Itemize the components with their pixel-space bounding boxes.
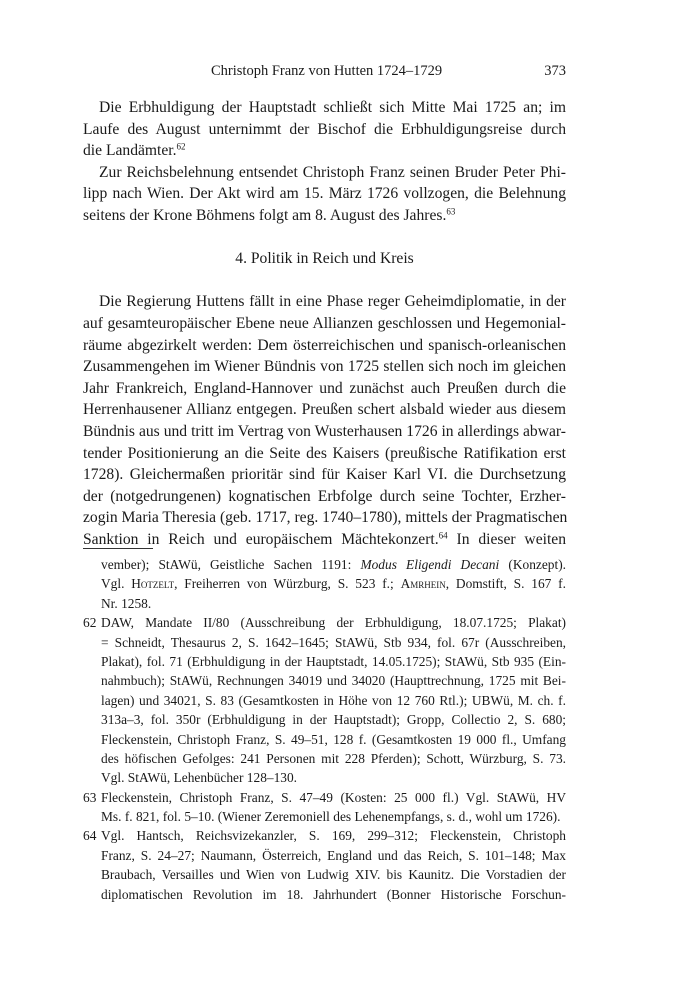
footnote-ref: 63 [446,206,456,217]
footnote-line [83,574,566,593]
text-line: Bündnis aus und tritt im Vertrag von Wusterhausen 1726 in allerdings abwar- [83,422,566,440]
footnote-line: Braubach, Versailles und Wien von Ludwig XIV. bis Kaunitz. Die Vorstadien der [101,867,566,883]
footnote-number: 62 [83,615,97,631]
text-line: Zusammengehen im Wiener Bündnis von 1725 stellen sich noch im gleichen [83,358,566,376]
text-fragment: (Konzept). [499,557,567,572]
running-title: Christoph Franz von Hutten 1724–1729 [211,63,443,79]
text-line: Die Regierung Huttens fällt in eine Phase reger Geheimdiplomatie, in der [99,293,566,311]
text-fragment: seitens der Krone Böhmens folgt am 8. August des Jahres. [83,206,447,224]
footnote-line: 313a–3, fol. 350r (Erbhuldigung in der Hauptstadt); Gropp, Collectio 2, S. 680; [101,712,566,728]
footnote-line: diplomatischen Revolution im 18. Jahrhundert (Bonner Historische Forschun- [101,886,566,902]
text-fragment: die Landämter. [83,142,177,160]
page-number: 373 [544,63,566,79]
text-fragment: , Domstift, S. 167 f. [445,576,566,592]
footnote-line [83,555,566,574]
footnotes [83,555,566,904]
text-line: 1728). Gleichermaßen prioritär sind für Kaiser Karl VI. die Durchsetzung [83,466,566,484]
footnote-line: des höfischen Gefolges: 241 Personen mit 228 Pferden); Schott, Würzburg, S. 73. [101,750,566,766]
footnote-line: Nr. 1258. [101,595,152,611]
footnote-line [83,826,566,845]
text-line: räume abgezirkelt werden: Dem österreichischen und spanisch-orleanischen [83,336,566,354]
text-fragment: Sanktion in Reich und europäischem Mächtekonzert. [83,530,439,548]
footnote-line: Vgl. StAWü, Lehenbücher 128–130. [101,770,298,786]
text-line: Herrenhausener Allianz entgegen. Preußen schert alsbald wieder aus diesem [83,401,566,419]
text-line: auf gesamteuropäischer Ebene neue Allianzen geschlossen und Hegemonial- [83,314,566,332]
text-line: der (notgedrungenen) kognatischen Erbfolge durch seine Tochter, Erzher- [83,487,566,505]
text-fragment: vember); StAWü, Geistliche Sachen 1191: [101,557,361,572]
text-fragment: Vgl. [101,576,132,592]
text-fragment: Vgl. Hantsch, Reichsvizekanzler, S. 169, 299–312; Fleckenstein, Christoph [101,828,566,844]
footnote-line: Franz, S. 24–27; Naumann, Österreich, England und das Reich, S. 101–148; Max [101,847,566,863]
footnote-number: 63 [83,789,97,805]
text-line [83,529,566,551]
running-header [83,63,566,81]
footnote-rule [83,548,153,549]
footnote-line [83,788,566,807]
footnote-line [83,613,566,632]
footnote-line: nahmbuch); StAWü, Rechnungen 34019 und 34020 (Haupttrechnung, 1725 mit Bei- [101,673,566,689]
footnote-line: = Schneidt, Thesaurus 2, S. 1642–1645; StAWü, Stb 934, fol. 67r (Ausschreiben, [101,634,566,650]
text-line: lipp nach Wien. Der Akt wird am 15. März 1726 vollzogen, die Belehnung [83,185,566,203]
italic-title: Modus Eligendi Decani [360,557,500,572]
author-name: Amrhein [400,576,446,592]
text-line: tender Positionierung an die Seite des Kaisers (preußische Ratifikation erst [83,444,566,462]
text-fragment: In dieser weiten [447,530,567,548]
text-line: Die Erbhuldigung der Hauptstadt schließt sich Mitte Mai 1725 an; im [99,99,566,116]
footnote-ref: 64 [438,530,448,541]
text-line: Laufe des August unternimmt der Bischof die Erbhuldigungsreise durch [83,120,566,138]
footnote-line: Plakat), fol. 71 (Erbhuldigung in der Hauptstadt, 14.05.1725); StAWü, Stb 935 (Ein- [101,653,566,669]
text-fragment: , Freiherren von Würzburg, S. 523 f.; [174,576,401,592]
text-line: Jahr Frankreich, England-Hannover und zunächst auch Preußen durch die [83,379,566,397]
text-fragment: Fleckenstein, Christoph Franz, S. 47–49 (Kosten: 25 000 fl.) Vgl. StAWü, HV [101,789,566,805]
text-fragment: DAW, Mandate II/80 (Ausschreibung der Erbhuldigung, 18.07.1725; Plakat) [101,615,566,631]
author-name: Hotzelt [131,576,175,592]
footnote-number: 64 [83,828,97,844]
text-line [83,205,566,227]
footnote-ref: 62 [176,141,186,152]
section-heading: 4. Politik in Reich und Kreis [235,250,414,268]
text-line [83,140,566,162]
footnote-line: lagen) und 34021, S. 83 (Gesamtkosten in Höhe von 12 760 Rtl.); UBWü, M. ch. f. [101,692,566,708]
text-line: Zur Reichsbelehnung entsendet Christoph Franz seinen Bruder Peter Phi- [99,163,566,181]
footnote-line: Fleckenstein, Christoph Franz, S. 49–51, 128 f. (Gesamtkosten 19 000 fl., Umfang [101,731,566,747]
footnote-line: Ms. f. 821, fol. 5–10. (Wiener Zeremoniell des Lehenempfangs, s. d., wohl um 1726). [101,809,561,825]
main-text [83,97,566,550]
text-line: zogin Maria Theresia (geb. 1717, reg. 1740–1780), mittels der Pragmatischen [83,509,568,527]
